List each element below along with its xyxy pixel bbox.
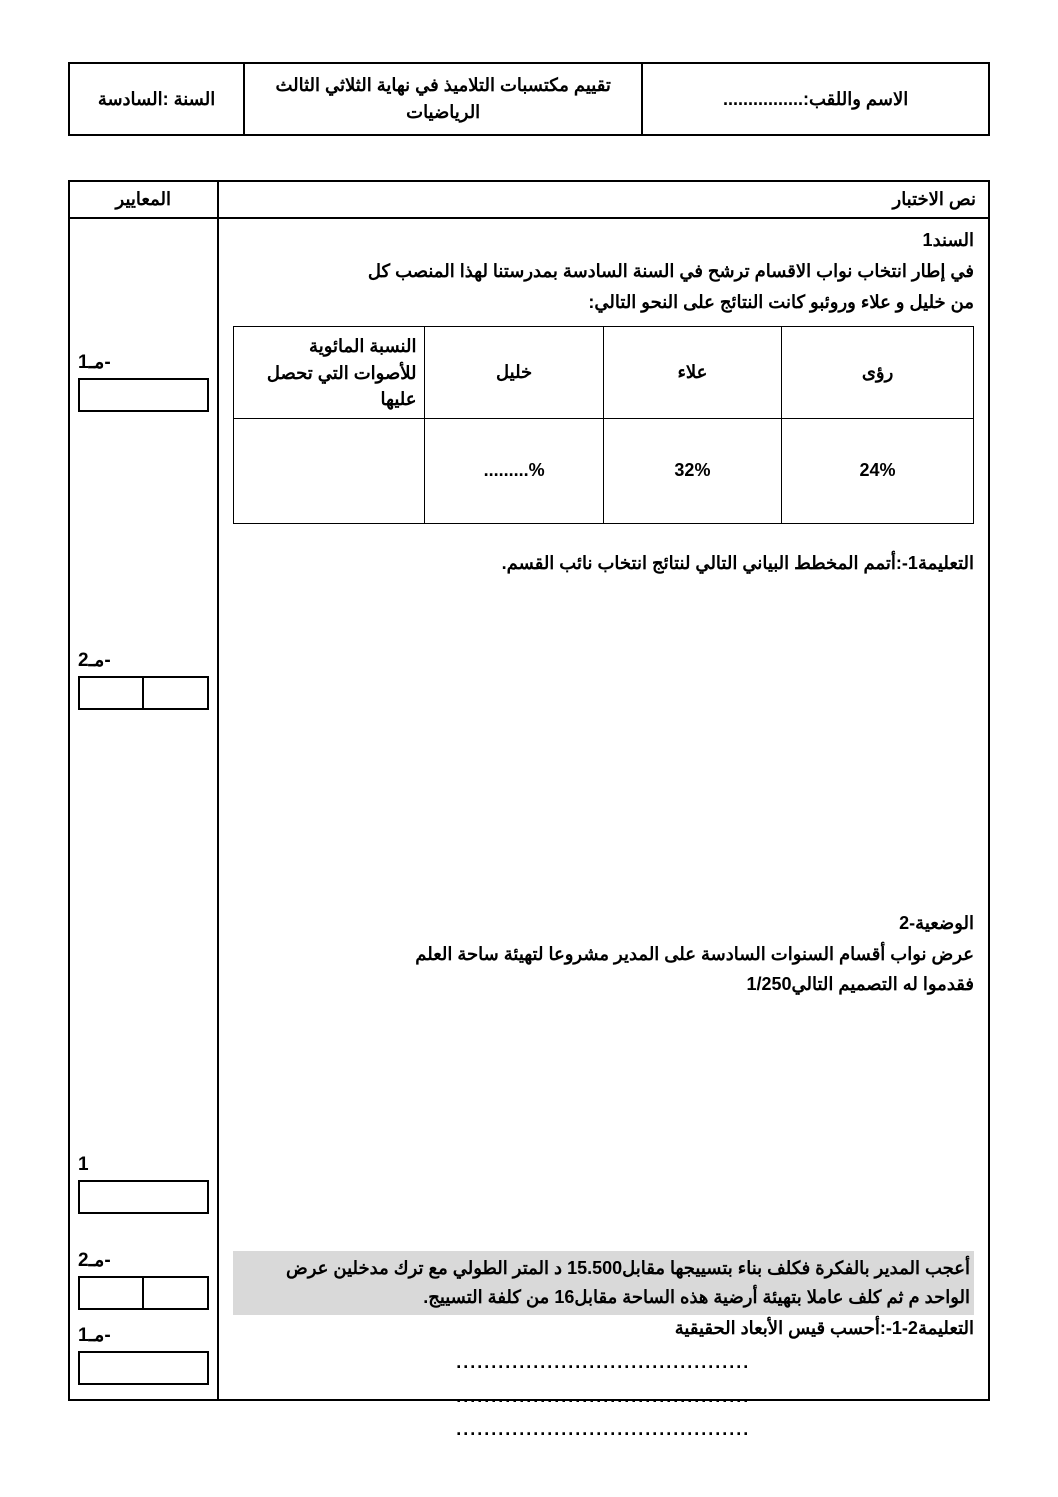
criteria-cell (69, 218, 218, 1400)
highlight-line2: مدخلين عرض الواحد م ثم كلف عاملا بتهيئة أرضية هذه الساحة مقابل16 من (285, 1258, 970, 1307)
criteria-label-2: مـ2- (78, 650, 111, 671)
criteria-block-2 (70, 649, 217, 710)
exam-text-body (219, 219, 988, 1440)
criteria-score-cell[interactable] (142, 1278, 206, 1308)
exam-body-table (68, 180, 990, 1440)
results-col-khalil: خليل (425, 327, 603, 418)
answer-line-1[interactable]: .......................................... (456, 1351, 751, 1372)
criteria-block-4 (70, 1249, 217, 1310)
highlight-line1: أعجب المدير بالفكرة فكلف بناء بتسييجها مقابل15.500 د المتر الطولي مع ترك (393, 1258, 970, 1279)
header-title-line2: الرياضيات (406, 102, 481, 122)
highlight-block (233, 1251, 974, 1315)
header-name-cell: الاسم واللقب:................ (642, 63, 989, 135)
text-header-cell (218, 181, 989, 218)
criteria-label-5: مـ1- (78, 1325, 111, 1346)
criteria-score-box-2[interactable] (78, 676, 209, 710)
header-table (68, 62, 990, 136)
criteria-score-cell[interactable] (80, 1353, 207, 1383)
instruction-2: التعليمة2-1-:أحسب قيس الأبعاد الحقيقية (674, 1317, 974, 1338)
results-col-alaa: علاء (603, 327, 781, 418)
header-row (69, 63, 989, 135)
results-table (233, 326, 974, 523)
criteria-label-3: 1 (78, 1154, 89, 1175)
criteria-score-box-4[interactable] (78, 1276, 209, 1310)
situation-2-line1: عرض نواب أقسام السنوات السادسة على المدير مشروعا لتهيئة ساحة العلم (415, 943, 974, 964)
criteria-score-cell[interactable] (142, 678, 206, 708)
criteria-score-cell[interactable] (80, 678, 142, 708)
results-rowhead-spacer (233, 418, 425, 523)
header-spacer (68, 136, 990, 180)
criteria-score-cell[interactable] (80, 1182, 207, 1212)
support-text-line1: في إطار انتخاب نواب الاقسام ترشح في السنة السادسة بمدرستنا لهذا المنصب كل (367, 260, 974, 281)
table-header-row (69, 181, 989, 218)
criteria-label-4: مـ2- (78, 1250, 111, 1271)
instruction-1: التعليمة1-:أتمم المخطط البياني التالي لنتائج انتخاب نائب القسم. (501, 552, 974, 573)
header-year-cell: السنة :السادسة (69, 63, 244, 135)
situation-2-line2: فقدموا له التصميم التالي1/250 (746, 974, 974, 995)
results-col-roa: رؤى (782, 327, 974, 418)
criteria-body (70, 219, 217, 1399)
results-value-roa: 24% (782, 418, 974, 523)
criteria-label-1: مـ1- (78, 352, 111, 373)
criteria-block-3 (70, 1154, 217, 1214)
answer-line-3[interactable]: .......................................... (456, 1419, 751, 1440)
support-text-line2: من خليل و علاء وروئبو كانت النتائج على النحو التالي: (588, 291, 974, 312)
table-body-row (69, 218, 989, 1400)
criteria-block-5 (70, 1324, 217, 1385)
criteria-score-cell[interactable] (80, 1278, 142, 1308)
criteria-score-box-5[interactable] (78, 1351, 209, 1385)
criteria-header-cell (69, 181, 218, 218)
criteria-column-header: المعايير (115, 189, 171, 209)
criteria-score-box-1[interactable] (78, 378, 209, 412)
header-title-line1: تقييم مكتسبات التلاميذ في نهاية الثلاثي الثالث (275, 75, 611, 95)
criteria-block-1 (70, 351, 217, 412)
header-title-cell (244, 63, 642, 135)
results-value-alaa: 32% (603, 418, 781, 523)
criteria-score-box-3[interactable] (78, 1180, 209, 1214)
results-row-head: النسبة المائوية للأصوات التي تحصل عليها (233, 327, 425, 418)
criteria-score-cell[interactable] (80, 380, 207, 410)
exam-text-cell (218, 218, 989, 1440)
answer-line-2[interactable]: .......................................... (456, 1385, 751, 1406)
results-value-khalil: %......... (425, 418, 603, 523)
chart-answer-space (233, 580, 974, 910)
support-title: السند1 (922, 230, 974, 250)
text-column-header: نص الاختبار (892, 189, 976, 209)
results-values-row (233, 418, 973, 523)
highlight-line3: كلفة التسييج. (423, 1286, 521, 1307)
results-header-row (233, 327, 973, 418)
situation-2-title: الوضعية-2 (899, 912, 974, 933)
spacer-after-results (233, 524, 974, 550)
plan-drawing-space (233, 1001, 974, 1251)
